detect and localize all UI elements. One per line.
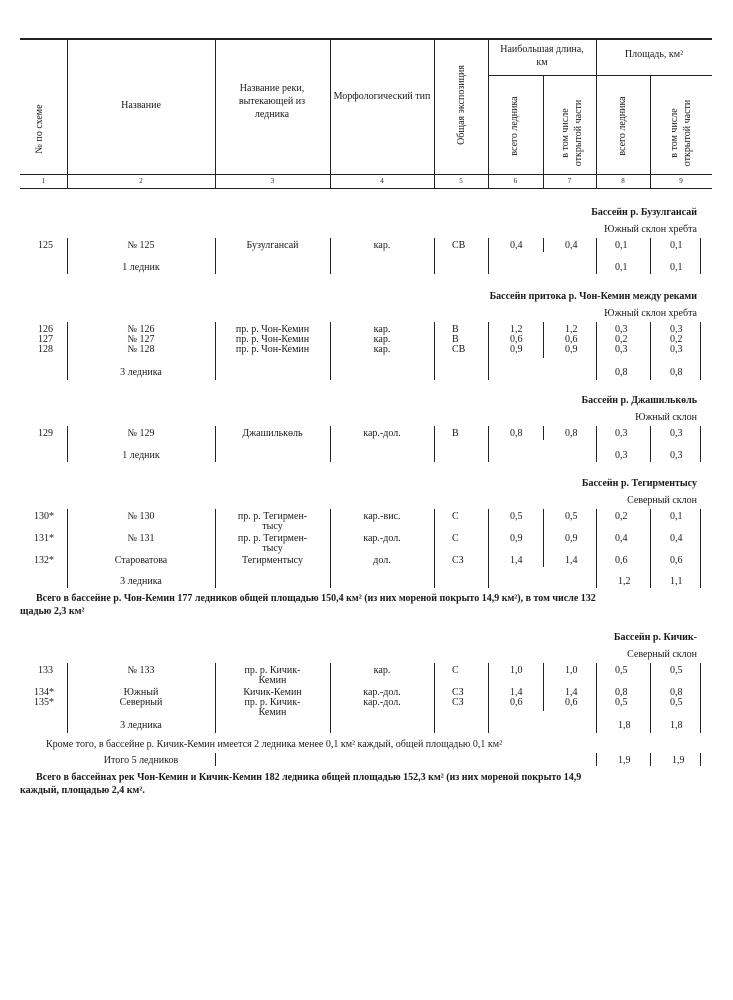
table-cell: 0,1: [670, 262, 683, 273]
column-rule: [330, 663, 331, 733]
table-cell: СЗ: [452, 697, 464, 708]
table-cell: 0,5: [670, 665, 683, 676]
note-chon-kemin: Всего в бассейне р. Чон-Кемин 177 ледников общей площадью 150,4 км² (из них мореной покрыто 14,9 км²), в том числе 132: [36, 593, 596, 604]
table-cell: 1,8: [670, 720, 683, 731]
column-rule: [67, 509, 68, 588]
column-number: 2: [139, 177, 143, 185]
table-cell: 129: [38, 428, 53, 439]
table-cell: Кемин: [258, 675, 287, 686]
header-col3: Название реки, вытекающей из ледника: [238, 83, 306, 120]
table-cell: 0,2: [670, 334, 683, 345]
table-cell: кар.: [373, 344, 391, 355]
column-rule: [543, 426, 544, 440]
table-cell: кар.: [373, 334, 391, 345]
table-cell: 0,3: [615, 324, 628, 335]
table-cell: Кемин: [258, 707, 287, 718]
table-cell: 0,3: [670, 344, 683, 355]
column-rule: [700, 753, 701, 766]
column-number: 8: [621, 177, 625, 185]
header-group-area: Площадь, км²: [624, 49, 684, 60]
table-cell: 0,3: [615, 344, 628, 355]
column-rule: [330, 509, 331, 588]
column-rule: [596, 663, 597, 733]
table-cell: 0,6: [510, 334, 523, 345]
note-kichik-kemin: Кроме того, в бассейне р. Кичик-Кемин имеется 2 ледника менее 0,1 км² каждый, общей площадью 0,1 км²: [46, 739, 503, 750]
table-cell: 0,8: [670, 367, 683, 378]
section-subtitle: Южный склон: [635, 412, 697, 423]
table-cell: 131*: [34, 533, 54, 544]
table-cell: 0,4: [510, 240, 523, 251]
table-cell: пр. р. Чон-Кемин: [235, 344, 310, 355]
column-number: 5: [459, 177, 463, 185]
table-cell: № 130: [127, 511, 155, 522]
table-cell: 127: [38, 334, 53, 345]
column-rule: [700, 322, 701, 380]
table-cell: В: [452, 324, 459, 335]
column-rule: [67, 38, 68, 188]
table-cell: 1,4: [510, 555, 523, 566]
table-cell: 125: [38, 240, 53, 251]
column-rule: [488, 38, 489, 188]
column-rule: [434, 509, 435, 588]
column-number: 6: [513, 177, 518, 185]
table-cell: № 127: [127, 334, 155, 345]
table-cell: 1 ледник: [122, 450, 160, 461]
table-cell: С: [452, 533, 459, 544]
table-cell: 0,8: [510, 428, 523, 439]
column-rule: [596, 238, 597, 274]
table-cell: пр. р. Чон-Кемин: [235, 334, 310, 345]
table-cell: СЗ: [452, 687, 464, 698]
table-cell: 0,8: [565, 428, 578, 439]
section-subtitle: Северный склон: [627, 495, 697, 506]
column-rule: [67, 322, 68, 380]
table-cell: СВ: [452, 344, 466, 355]
column-rule: [650, 322, 651, 380]
note-final-cont: каждый, площадью 2,4 км².: [20, 785, 145, 796]
column-rule: [215, 426, 216, 462]
header-group-length: Наибольшая длина, км: [500, 44, 584, 68]
table-cell: 1,4: [565, 687, 578, 698]
column-rule: [650, 663, 651, 733]
table-cell: 0,8: [670, 687, 683, 698]
column-rule: [330, 38, 331, 188]
table-cell: кар.-дол.: [363, 687, 401, 698]
table-cell: 0,1: [615, 262, 628, 273]
column-rule: [215, 663, 216, 733]
table-cell: 0,6: [510, 697, 523, 708]
column-rule: [543, 322, 544, 358]
table-cell: В: [452, 334, 459, 345]
table-cell: 1,9: [618, 755, 631, 766]
table-cell: тысу: [262, 543, 283, 554]
table-cell: 0,6: [565, 697, 578, 708]
table-cell: СЗ: [452, 555, 464, 566]
table-cell: дол.: [373, 555, 391, 566]
table-cell: 0,5: [510, 511, 523, 522]
table-cell: 0,2: [615, 511, 628, 522]
table-cell: пр. р. Тегирмен-: [237, 533, 308, 544]
table-cell: 0,4: [615, 533, 628, 544]
column-rule: [596, 426, 597, 462]
column-rule: [543, 75, 544, 188]
section-subtitle: Северный склон: [627, 649, 697, 660]
table-cell: С: [452, 665, 459, 676]
table-cell: 1,1: [670, 576, 683, 587]
table-cell: Тегирментысу: [242, 555, 303, 566]
table-cell: № 125: [127, 240, 155, 251]
table-cell: 0,8: [615, 687, 628, 698]
section-title: Бассейн р. Кичик-: [613, 632, 697, 643]
table-cell: 0,3: [670, 428, 683, 439]
column-rule: [700, 238, 701, 274]
table-cell: СВ: [452, 240, 466, 251]
table-cell: 0,9: [565, 344, 578, 355]
table-cell: кар.-дол.: [363, 697, 401, 708]
table-cell: Северный: [119, 697, 163, 708]
table-cell: 128: [38, 344, 53, 355]
table-cell: № 131: [127, 533, 155, 544]
column-rule: [488, 663, 489, 733]
header-nums-rule: [20, 174, 712, 175]
table-cell: кар.-дол.: [363, 428, 401, 439]
column-rule: [650, 753, 651, 766]
table-cell: 0,5: [565, 511, 578, 522]
header-col6: всего ледника: [509, 96, 520, 156]
header-col2: Название: [121, 100, 161, 111]
section-title: Бассейн р. Бузулгансай: [591, 207, 697, 218]
table-cell: Староватова: [114, 555, 168, 566]
column-rule: [700, 663, 701, 733]
column-rule: [434, 38, 435, 188]
table-cell: 1,8: [618, 720, 631, 731]
table-cell: 1,2: [565, 324, 578, 335]
column-rule: [596, 753, 597, 766]
table-cell: 0,3: [670, 324, 683, 335]
table-cell: 1 ледник: [122, 262, 160, 273]
table-cell: 0,1: [615, 240, 628, 251]
table-cell: 0,6: [670, 555, 683, 566]
table-cell: 130*: [34, 511, 54, 522]
table-cell: 1,0: [510, 665, 523, 676]
section-subtitle: Южный склон хребта: [604, 308, 697, 319]
table-cell: кар.: [373, 665, 391, 676]
column-rule: [488, 509, 489, 588]
table-cell: 134*: [34, 687, 54, 698]
table-cell: 0,1: [670, 511, 683, 522]
table-cell: 0,6: [615, 555, 628, 566]
column-rule: [67, 238, 68, 274]
table-cell: пр. р. Кичик-: [244, 665, 301, 676]
table-cell: 0,1: [670, 240, 683, 251]
column-rule: [650, 238, 651, 274]
column-rule: [543, 509, 544, 567]
column-number: 7: [567, 177, 572, 185]
header-col1: № по схеме: [34, 104, 45, 154]
table-cell: Южный: [123, 687, 159, 698]
table-cell: 135*: [34, 697, 54, 708]
table-cell: Итого 5 ледников: [103, 755, 179, 766]
table-cell: 1,4: [565, 555, 578, 566]
table-cell: № 128: [127, 344, 155, 355]
table-cell: 0,5: [615, 665, 628, 676]
table-cell: 133: [38, 665, 53, 676]
table-cell: № 133: [127, 665, 155, 676]
table-cell: Кичик-Кемин: [243, 687, 302, 698]
column-rule: [434, 663, 435, 733]
table-cell: 0,2: [615, 334, 628, 345]
table-cell: пр. р. Кичик-: [244, 697, 301, 708]
column-rule: [650, 509, 651, 588]
table-cell: 1,2: [510, 324, 523, 335]
table-cell: 0,3: [670, 450, 683, 461]
header-bottom-rule: [20, 188, 712, 189]
table-cell: 3 ледника: [120, 576, 162, 587]
table-cell: 0,9: [510, 533, 523, 544]
column-number: 1: [41, 177, 46, 185]
table-cell: 0,4: [670, 533, 683, 544]
table-cell: 1,4: [510, 687, 523, 698]
table-cell: 0,9: [565, 533, 578, 544]
column-rule: [330, 238, 331, 274]
table-cell: Джашилькөль: [242, 428, 303, 439]
table-cell: кар.-дол.: [363, 533, 401, 544]
table-cell: пр. р. Чон-Кемин: [235, 324, 310, 335]
header-col7: в том числе открытой части: [560, 99, 584, 167]
table-cell: 0,5: [615, 697, 628, 708]
table-cell: № 129: [127, 428, 155, 439]
column-rule: [488, 322, 489, 380]
table-cell: кар.-вис.: [363, 511, 401, 522]
column-rule: [488, 426, 489, 462]
column-rule: [215, 238, 216, 274]
column-rule: [215, 509, 216, 588]
column-number: 9: [679, 177, 683, 185]
header-col4: Морфологический тип: [333, 91, 431, 102]
column-rule: [700, 509, 701, 588]
section-title: Бассейн р. Тегирментысу: [581, 478, 697, 489]
column-rule: [596, 509, 597, 588]
table-cell: 0,3: [615, 428, 628, 439]
table-cell: 0,9: [510, 344, 523, 355]
table-cell: 0,3: [615, 450, 628, 461]
table-cell: 0,4: [565, 240, 578, 251]
note-final: Всего в бассейнах рек Чон-Кемин и Кичик-Кемин 182 ледника общей площадью 152,3 км² (из них мореной покрыто 14,9: [36, 772, 582, 783]
column-rule: [434, 322, 435, 380]
table-cell: Бузулгансай: [246, 240, 299, 251]
header-col5: Общая экспозиция: [456, 65, 467, 145]
column-rule: [434, 238, 435, 274]
table-cell: 1,2: [618, 576, 631, 587]
table-cell: пр. р. Тегирмен-: [237, 511, 308, 522]
table-cell: кар.: [373, 240, 391, 251]
header-col9: в том числе открытой части: [669, 99, 693, 167]
section-title: Бассейн р. Джашилькөль: [581, 395, 697, 406]
table-cell: 0,8: [615, 367, 628, 378]
table-cell: тысу: [262, 521, 283, 532]
section-title: Бассейн притока р. Чон-Кемин между реками: [489, 291, 697, 302]
table-cell: 132*: [34, 555, 54, 566]
table-cell: 0,5: [670, 697, 683, 708]
section-subtitle: Южный склон хребта: [604, 224, 697, 235]
column-number: 3: [270, 177, 275, 185]
table-cell: 1,0: [565, 665, 578, 676]
column-rule: [650, 75, 651, 188]
column-rule: [330, 322, 331, 380]
column-rule: [330, 426, 331, 462]
table-cell: № 126: [127, 324, 155, 335]
column-rule: [700, 426, 701, 462]
column-rule: [434, 426, 435, 462]
table-cell: С: [452, 511, 459, 522]
column-rule: [650, 426, 651, 462]
note-chon-kemin-cont: щадью 2,3 км²: [20, 606, 85, 617]
header-top-rule: [20, 38, 712, 40]
header-group-rule: [488, 75, 712, 76]
column-rule: [215, 322, 216, 380]
column-rule: [67, 426, 68, 462]
table-cell: 1,9: [672, 755, 685, 766]
table-cell: 0,6: [565, 334, 578, 345]
table-cell: В: [452, 428, 459, 439]
column-rule: [215, 38, 216, 188]
table-cell: 3 ледника: [120, 720, 162, 731]
column-rule: [488, 238, 489, 274]
column-rule: [543, 238, 544, 252]
column-rule: [543, 663, 544, 711]
table-cell: 126: [38, 324, 53, 335]
column-number: 4: [380, 177, 384, 185]
header-col8: всего ледника: [617, 96, 628, 156]
column-rule: [215, 753, 216, 766]
table-cell: 3 ледника: [120, 367, 162, 378]
table-cell: кар.: [373, 324, 391, 335]
column-rule: [67, 663, 68, 733]
column-rule: [596, 322, 597, 380]
